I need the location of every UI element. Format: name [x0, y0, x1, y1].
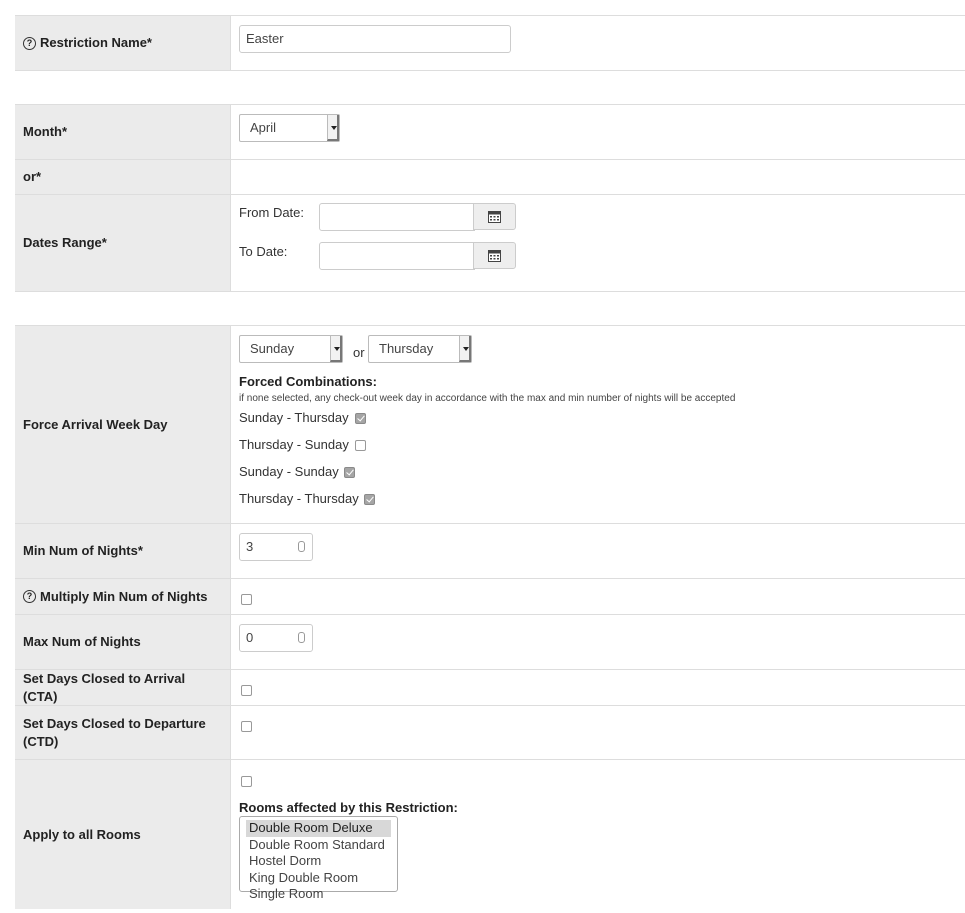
force-arrival-row — [15, 326, 965, 524]
chevron-down-icon — [327, 115, 339, 141]
min-nights-row — [15, 524, 965, 579]
dates-range-row — [15, 195, 965, 292]
room-option[interactable]: King Double Room — [249, 869, 359, 885]
rooms-row — [15, 760, 965, 909]
max-nights-input[interactable] — [239, 624, 313, 652]
arrival-day2-select[interactable] — [368, 335, 472, 363]
arrival-day1-select[interactable] — [239, 335, 343, 363]
from-date-input[interactable] — [319, 203, 475, 231]
restriction-name-label — [15, 16, 231, 70]
chevron-down-icon — [330, 336, 342, 362]
combination-label: Thursday - Sunday — [239, 437, 349, 452]
restriction-name-table — [15, 15, 965, 71]
month-row — [15, 105, 965, 160]
room-option[interactable]: Single Room — [249, 886, 324, 901]
arrival-day2-value: Thursday — [379, 341, 434, 356]
or-label: or* — [15, 160, 231, 194]
rooms-label: Apply to all Rooms — [15, 760, 231, 909]
apply-all-rooms-checkbox[interactable] — [241, 776, 252, 787]
cta-checkbox[interactable] — [241, 685, 252, 696]
month-select[interactable] — [239, 114, 340, 142]
rooms-listbox[interactable] — [239, 816, 398, 901]
forced-combinations-note: if none selected, any check-out week day in accordance with the max and min number of nights will be accepted — [239, 393, 736, 404]
to-date-input[interactable] — [319, 242, 475, 270]
combination-checkbox-sun-thu[interactable] — [355, 413, 366, 424]
combination-label: Thursday - Thursday — [239, 491, 359, 506]
multiply-min-row — [15, 579, 965, 615]
forced-combinations-title: Forced Combinations: — [239, 374, 377, 389]
multiply-min-label — [15, 579, 231, 614]
month-label: Month* — [15, 105, 231, 159]
ctd-label: Set Days Closed to Departure (CTD) — [15, 706, 231, 759]
chevron-down-icon — [459, 336, 471, 362]
max-nights-value: 0 — [246, 630, 254, 645]
combination-label: Sunday - Thursday — [239, 410, 349, 425]
max-nights-label: Max Num of Nights — [15, 615, 231, 669]
spinner-icon[interactable] — [298, 632, 305, 643]
or-text: or — [353, 345, 365, 360]
room-option[interactable]: Double Room Standard — [249, 836, 385, 852]
restriction-name-row — [15, 16, 965, 71]
month-select-value: April — [250, 120, 277, 135]
max-nights-row — [15, 615, 965, 670]
ctd-checkbox[interactable] — [241, 721, 252, 732]
restriction-name-label-text: Restriction Name* — [40, 35, 152, 50]
from-date-calendar-button[interactable] — [473, 203, 516, 230]
spinner-icon[interactable] — [298, 541, 305, 552]
dates-range-label: Dates Range* — [15, 195, 231, 291]
restriction-name-input[interactable]: Easter — [239, 25, 511, 53]
help-icon[interactable]: ? — [23, 37, 36, 50]
force-arrival-label: Force Arrival Week Day — [15, 326, 231, 523]
cta-label: Set Days Closed to Arrival (CTA) — [15, 670, 231, 705]
rooms-list-title: Rooms affected by this Restriction: — [239, 800, 458, 815]
calendar-icon — [488, 250, 501, 262]
arrival-day1-value: Sunday — [250, 341, 295, 356]
cta-row — [15, 670, 965, 706]
multiply-min-label-text: Multiply Min Num of Nights — [40, 588, 208, 604]
calendar-icon — [488, 211, 501, 223]
dates-table — [15, 104, 965, 292]
min-nights-input[interactable] — [239, 533, 313, 561]
ctd-row — [15, 706, 965, 760]
min-nights-value: 3 — [246, 539, 254, 554]
or-row — [15, 160, 965, 195]
room-option[interactable]: Hostel Dorm — [249, 853, 322, 868]
help-icon[interactable]: ? — [23, 590, 36, 603]
rules-table — [15, 325, 965, 909]
min-nights-label: Min Num of Nights* — [15, 524, 231, 578]
combination-checkbox-thu-sun[interactable] — [355, 440, 366, 451]
combination-label: Sunday - Sunday — [239, 464, 339, 479]
to-date-calendar-button[interactable] — [473, 242, 516, 269]
room-option[interactable]: Double Room Deluxe — [246, 820, 391, 837]
combination-checkbox-sun-sun[interactable] — [344, 467, 355, 478]
from-date-label: From Date: — [239, 205, 305, 220]
multiply-min-checkbox[interactable] — [241, 594, 252, 605]
to-date-label: To Date: — [239, 244, 288, 259]
combination-checkbox-thu-thu[interactable] — [364, 494, 375, 505]
